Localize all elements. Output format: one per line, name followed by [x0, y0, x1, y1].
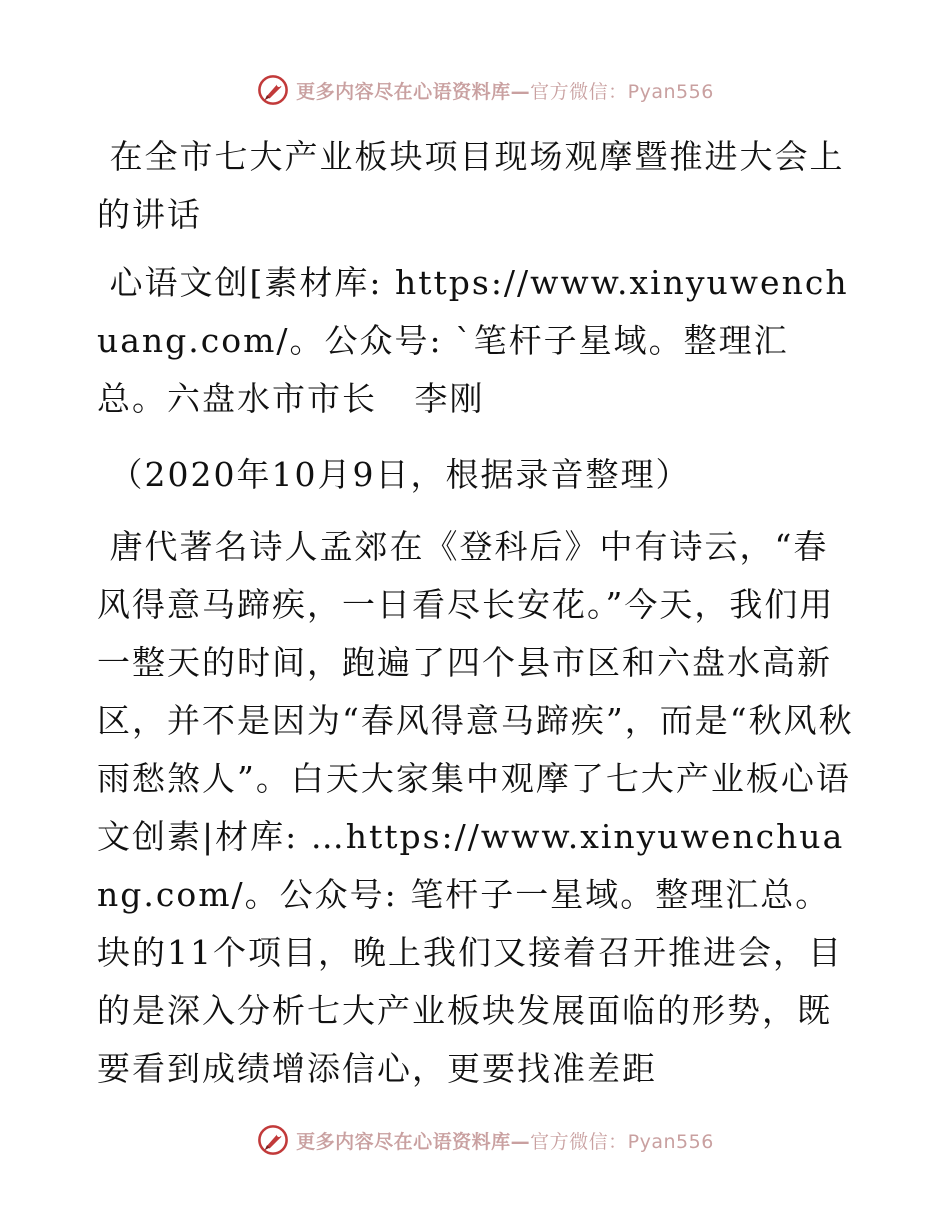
footer-banner-wechat: 官方微信：Pyan556 — [530, 1130, 714, 1153]
header-banner-main: 更多内容尽在心语资料库— — [296, 80, 531, 103]
footer-banner-text — [296, 1127, 714, 1154]
header-banner-wechat: 官方微信：Pyan556 — [530, 80, 714, 103]
footer-banner-inner — [256, 1123, 714, 1157]
header-banner — [0, 70, 950, 110]
document-title: 在全市七大产业板块项目现场观摩暨推进大会上的讲话 — [97, 137, 845, 234]
date-note: （2020年10月9日，根据录音整理） — [97, 455, 691, 494]
footer-banner-main: 更多内容尽在心语资料库— — [296, 1130, 531, 1153]
pen-nib-logo-icon — [256, 73, 290, 107]
footer-banner — [0, 1120, 950, 1160]
source-note: 心语文创[素材库: https://www.xinyuwenchuang.com/。公众号: `笔杆子星域。整理汇总。六盘水市市长 李刚 — [97, 263, 849, 418]
pen-nib-logo-icon — [256, 1123, 290, 1157]
header-banner-inner — [256, 73, 714, 107]
document-body — [97, 128, 857, 1098]
header-banner-text — [296, 77, 714, 104]
body-paragraph: 唐代著名诗人孟郊在《登科后》中有诗云，“春风得意马蹄疾，一日看尽长安花。”今天，我们用一整天的时间，跑遍了四个县市区和六盘水高新区，并不是因为“春风得意马蹄疾”，而是“秋风秋雨愁煞人”。白天大家集中观摩了七大产业板心语文创素|材库: …https://www.xinyuwenchuang.com/。公众号: 笔杆子一星域。整理汇总。块的11个项目，晚上我们又接着召开推进会，目的是深入分析七大产业板块发展面临的形势，既要看到成绩增添信心，更要找准差距 — [97, 527, 854, 1088]
